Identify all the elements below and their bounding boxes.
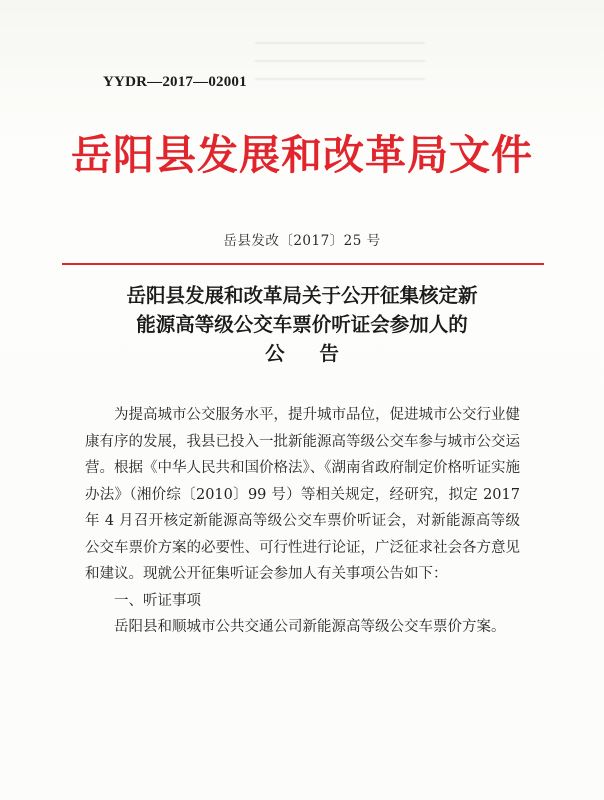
- section-heading-hearing-matters: 一、听证事项: [114, 592, 201, 609]
- document-code: YYDR—2017—02001: [103, 74, 247, 90]
- body-paragraph-hearing-subject: 岳阳县和顺城市公共交通公司新能源高等级公交车票价方案。: [114, 619, 506, 635]
- headline-line-3: 公 告: [265, 342, 353, 365]
- announcement-headline: [0, 281, 604, 368]
- issuer-title: 岳阳县发展和改革局文件: [71, 131, 533, 179]
- announcement-body: [85, 402, 520, 641]
- body-paragraph-intro: 为提高城市公交服务水平，提升城市品位，促进城市公交行业健康有序的发展，我县已投入一批新能源高等级公交车参与城市公交运营。根据《中华人民共和国价格法》、《湖南省政府制定价格听证实施办法》（湘价综〔2010〕99 号）等相关规定，经研究，拟定 2017 年 4 月召开核定新能源高等级公交车票价听证会，对新能源高等级公交车票价方案的必要性、可行性进行论证，广泛征求社会各方意见和建议。现就公开征集听证会参加人有关事项公告如下：: [85, 407, 520, 582]
- red-divider-line: [62, 263, 544, 265]
- headline-line-2: 能源高等级公交车票价听证会参加人的: [136, 313, 468, 336]
- show-through-marks: [255, 28, 425, 88]
- headline-line-1: 岳阳县发展和改革局关于公开征集核定新: [126, 284, 478, 307]
- document-number: 岳县发改〔2017〕25 号: [223, 233, 381, 249]
